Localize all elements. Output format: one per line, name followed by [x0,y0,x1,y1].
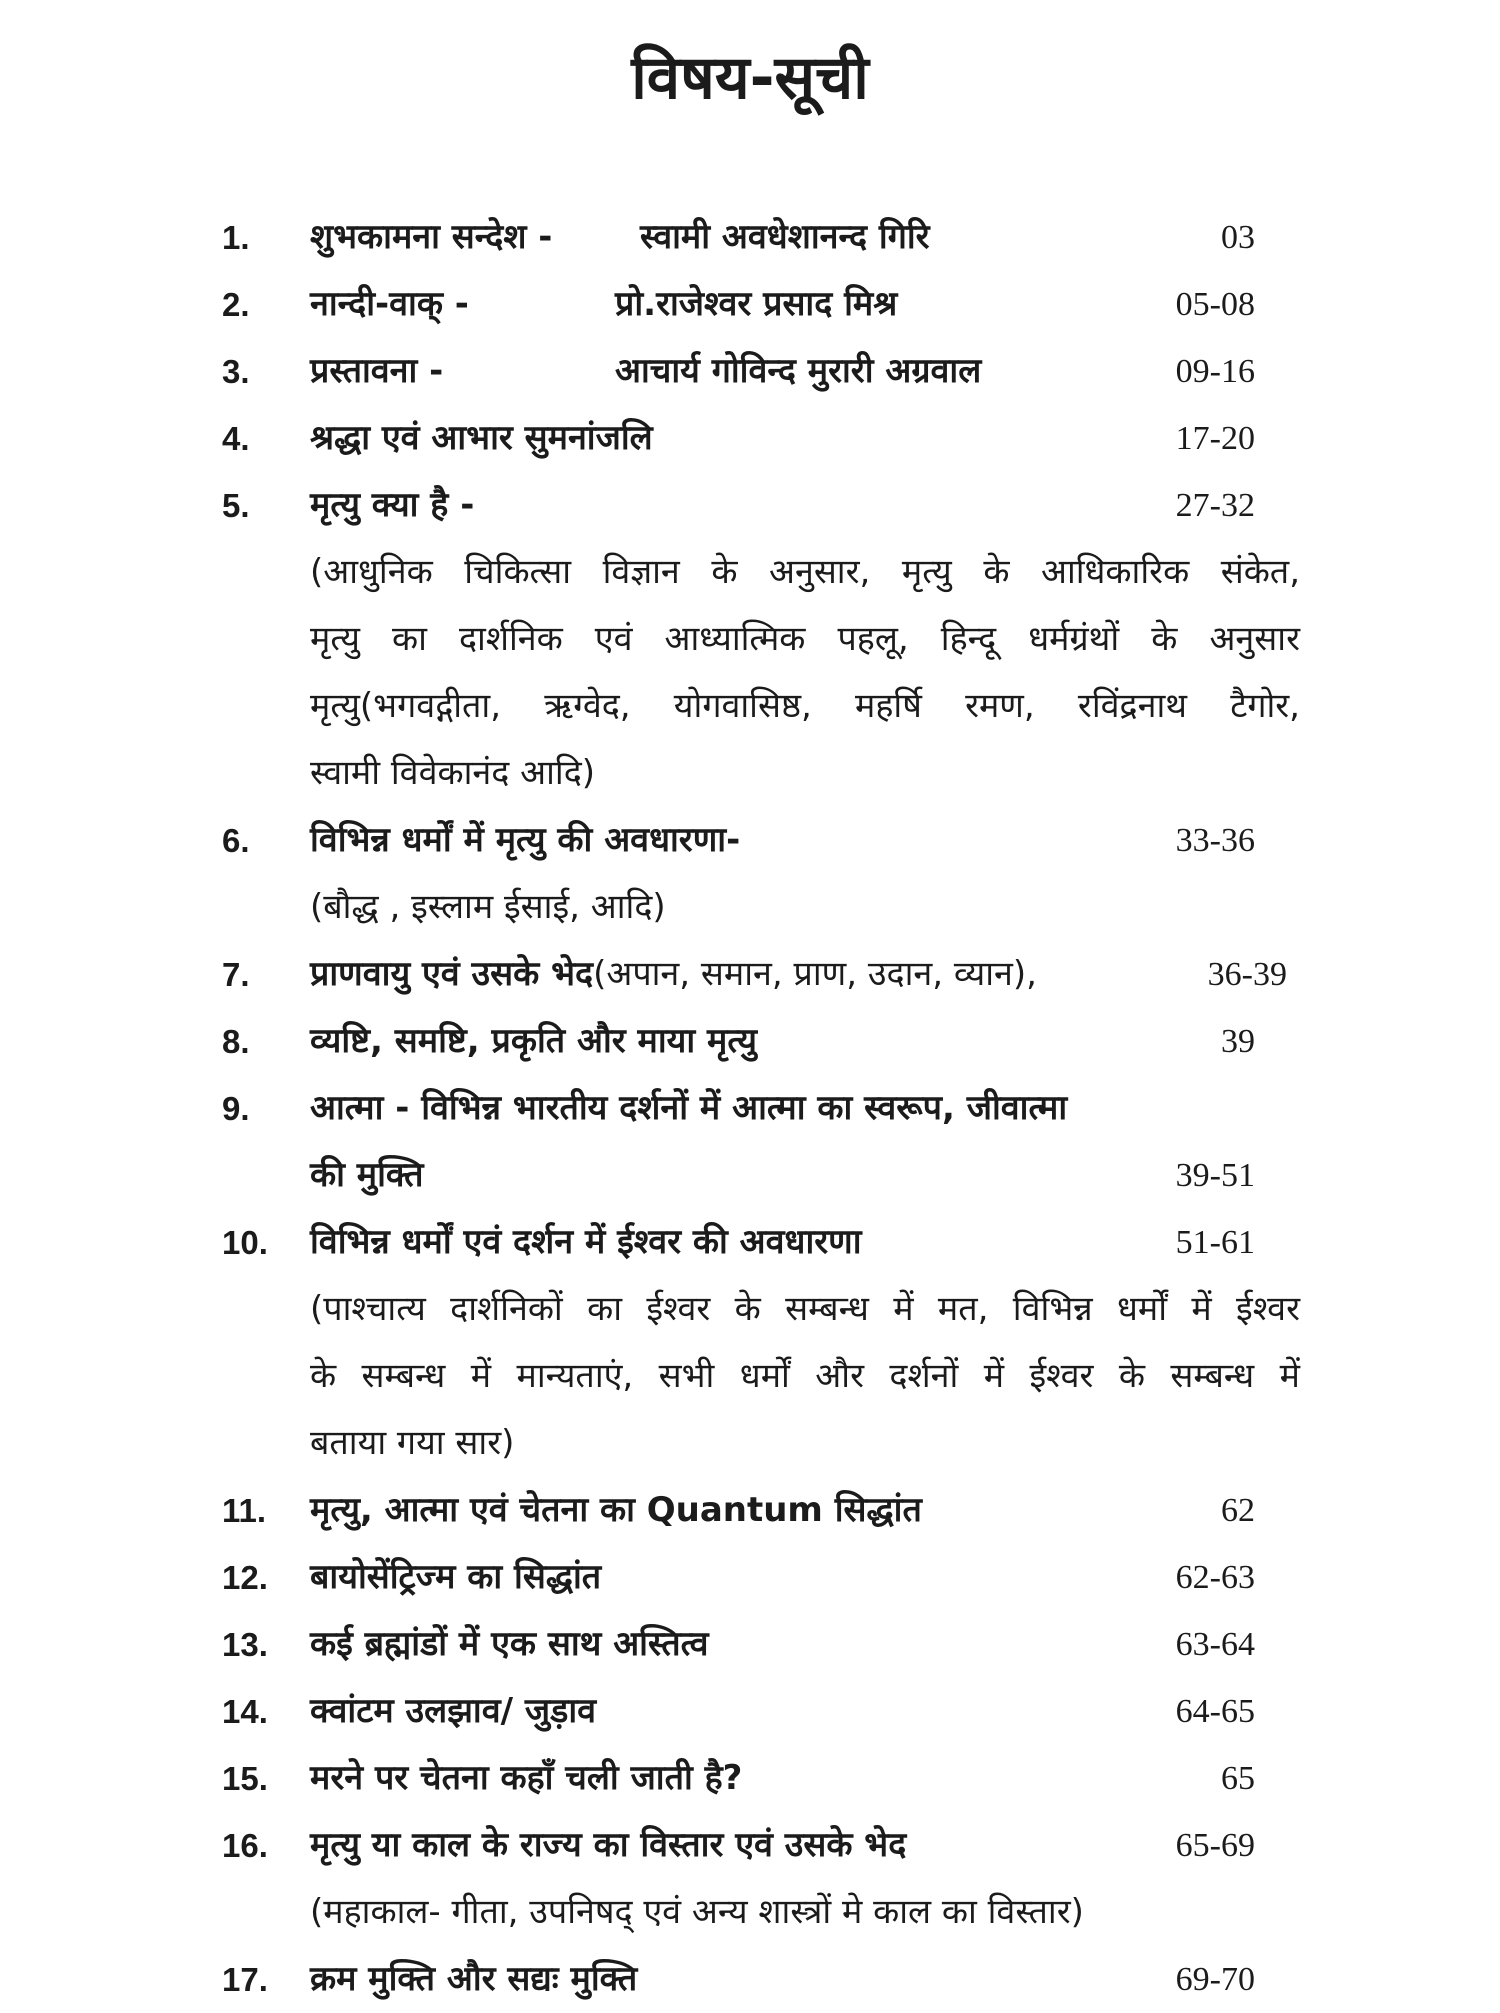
entry-description-line [0,1276,1500,1343]
entry-description-line [0,673,1500,740]
entry-number: 14. [222,1693,268,1730]
entry-pages: 27-32 [1175,487,1255,524]
entry-title [310,1008,757,1075]
page-title: विषय-सूची [631,43,869,113]
entry-pages: 03 [1221,219,1255,256]
entry-title [310,807,740,874]
entry-pages: 33-36 [1175,822,1255,859]
entry-title-note: (अपान, समान, प्राण, उदान, व्यान), [593,954,1037,994]
entry-title-text: क्वांटम उलझाव/ जुड़ाव [310,1691,597,1731]
toc-entry [0,807,1500,874]
entry-description-line [0,1879,1500,1946]
entry-number: 15. [222,1760,268,1797]
entry-description-text: (बौद्ध , इस्लाम ईसाई, आदि) [310,887,666,927]
entry-title [310,1075,1067,1142]
entry-description-text: (आधुनिक चिकित्सा विज्ञान के अनुसार, मृत्यु के आधिकारिक संकेत, [310,552,1300,592]
entry-number: 6. [222,822,250,859]
entry-title-text: नान्दी-वाक् - [310,284,469,324]
entry-title-text: कई ब्रह्मांडों में एक साथ अस्तित्व [310,1624,709,1664]
entry-author: आचार्य गोविन्द मुरारी अग्रवाल [615,351,982,391]
entry-title [310,1678,596,1745]
entry-description-line [0,740,1500,807]
entry-title-continuation: की मुक्ति [310,1155,424,1195]
entry-title [310,941,1037,1008]
toc-entry [0,1008,1500,1075]
entry-number: 3. [222,353,250,390]
entry-number: 9. [222,1090,250,1127]
entry-description-text: (महाकाल- गीता, उपनिषद् एवं अन्य शास्त्रों मे काल का विस्तार) [310,1892,1084,1932]
entry-number: 13. [222,1626,268,1663]
entry-title [310,338,443,405]
entry-number: 7. [222,956,250,993]
entry-title [310,1611,709,1678]
entry-number: 1. [222,219,250,256]
toc-entry [0,1946,1500,2013]
toc-entry [0,1812,1500,1879]
entry-title-text: मृत्यु या काल के राज्य का विस्तार एवं उसके भेद [310,1825,907,1865]
entry-description-text: के सम्बन्ध में मान्यताएं, सभी धर्मों और दर्शनों में ईश्वर के सम्बन्ध में [310,1356,1300,1396]
entry-title [310,405,653,472]
entry-pages: 65-69 [1175,1827,1255,1864]
entry-pages: 05-08 [1175,286,1255,323]
entry-description-line [0,539,1500,606]
entry-number: 12. [222,1559,268,1596]
entry-description-text: बताया गया सार) [310,1423,515,1463]
entry-title-text: व्यष्टि, समष्टि, प्रकृति और माया मृत्यु [310,1021,757,1061]
entry-description-line [0,606,1500,673]
toc-entry [0,941,1500,1008]
table-of-contents [0,204,1500,2013]
toc-entry [0,1075,1500,1142]
entry-title [310,1946,637,2013]
toc-entry [0,338,1500,405]
entry-number: 16. [222,1827,268,1864]
entry-pages: 63-64 [1175,1626,1255,1663]
toc-entry [0,1678,1500,1745]
entry-number: 8. [222,1023,250,1060]
entry-number: 5. [222,487,250,524]
entry-title-text: प्राणवायु एवं उसके भेद [310,954,594,994]
toc-entry [0,271,1500,338]
toc-entry [0,472,1500,539]
entry-number: 11. [222,1492,267,1529]
entry-pages: 09-16 [1175,353,1255,390]
entry-description-line [0,1343,1500,1410]
entry-number: 17. [222,1961,268,1998]
toc-entry [0,1209,1500,1276]
entry-pages: 36-39 [1207,956,1287,993]
entry-pages: 39-51 [1175,1157,1255,1194]
entry-title-text: मरने पर चेतना कहाँ चली जाती है? [310,1758,743,1798]
entry-title-text: मृत्यु, आत्मा एवं चेतना का Quantum सिद्धांत [310,1490,922,1530]
toc-entry [0,204,1500,271]
entry-pages: 69-70 [1175,1961,1255,1998]
entry-number: 4. [222,420,250,457]
toc-entry [0,1477,1500,1544]
entry-description-text: मृत्यु(भगवद्गीता, ऋग्वेद, योगवासिष्ठ, महर्षि रमण, रविंद्रनाथ टैगोर, [310,686,1300,726]
entry-number: 2. [222,286,250,323]
entry-title-text: बायोसेंट्रिज्म का सिद्धांत [310,1557,602,1597]
entry-title-text: शुभकामना सन्देश - [310,217,553,257]
toc-entry [0,405,1500,472]
entry-description-line [0,1410,1500,1477]
entry-description-line [0,874,1500,941]
toc-entry [0,1544,1500,1611]
entry-title [310,472,474,539]
entry-title [310,271,469,338]
entry-title [310,1209,862,1276]
entry-description-text: स्वामी विवेकानंद आदि) [310,753,596,793]
entry-title [310,1477,922,1544]
entry-author: प्रो.राजेश्वर प्रसाद मिश्र [615,284,898,324]
entry-number: 10. [222,1224,268,1261]
entry-pages: 17-20 [1175,420,1255,457]
entry-title [310,204,552,271]
entry-title-text: विभिन्न धर्मों एवं दर्शन में ईश्वर की अवधारणा [310,1222,862,1262]
entry-title-text: क्रम मुक्ति और सद्यः मुक्ति [310,1959,638,1999]
entry-title [310,1544,601,1611]
entry-pages: 62 [1221,1492,1255,1529]
toc-entry-continuation [0,1142,1500,1209]
entry-pages: 62-63 [1175,1559,1255,1596]
entry-pages: 51-61 [1175,1224,1255,1261]
entry-title [310,1812,906,1879]
entry-title [310,1745,742,1812]
entry-pages: 39 [1221,1023,1255,1060]
toc-entry [0,1745,1500,1812]
entry-pages: 65 [1221,1760,1255,1797]
entry-title-text: विभिन्न धर्मों में मृत्यु की अवधारणा- [310,820,741,860]
entry-author: स्वामी अवधेशानन्द गिरि [640,217,930,257]
entry-title-text: प्रस्तावना - [310,351,444,391]
entry-title-text: मृत्यु क्या है - [310,485,475,525]
entry-title-text: आत्मा - विभिन्न भारतीय दर्शनों में आत्मा का स्वरूप, जीवात्मा [310,1088,1068,1128]
entry-pages: 64-65 [1175,1693,1255,1730]
entry-description-text: (पाश्चात्य दार्शनिकों का ईश्वर के सम्बन्ध में मत, विभिन्न धर्मों में ईश्वर [310,1289,1300,1329]
entry-title-text: श्रद्धा एवं आभार सुमनांजलि [310,418,653,458]
toc-entry [0,1611,1500,1678]
entry-description-text: मृत्यु का दार्शनिक एवं आध्यात्मिक पहलू, हिन्दू धर्मग्रंथों के अनुसार [310,619,1300,659]
